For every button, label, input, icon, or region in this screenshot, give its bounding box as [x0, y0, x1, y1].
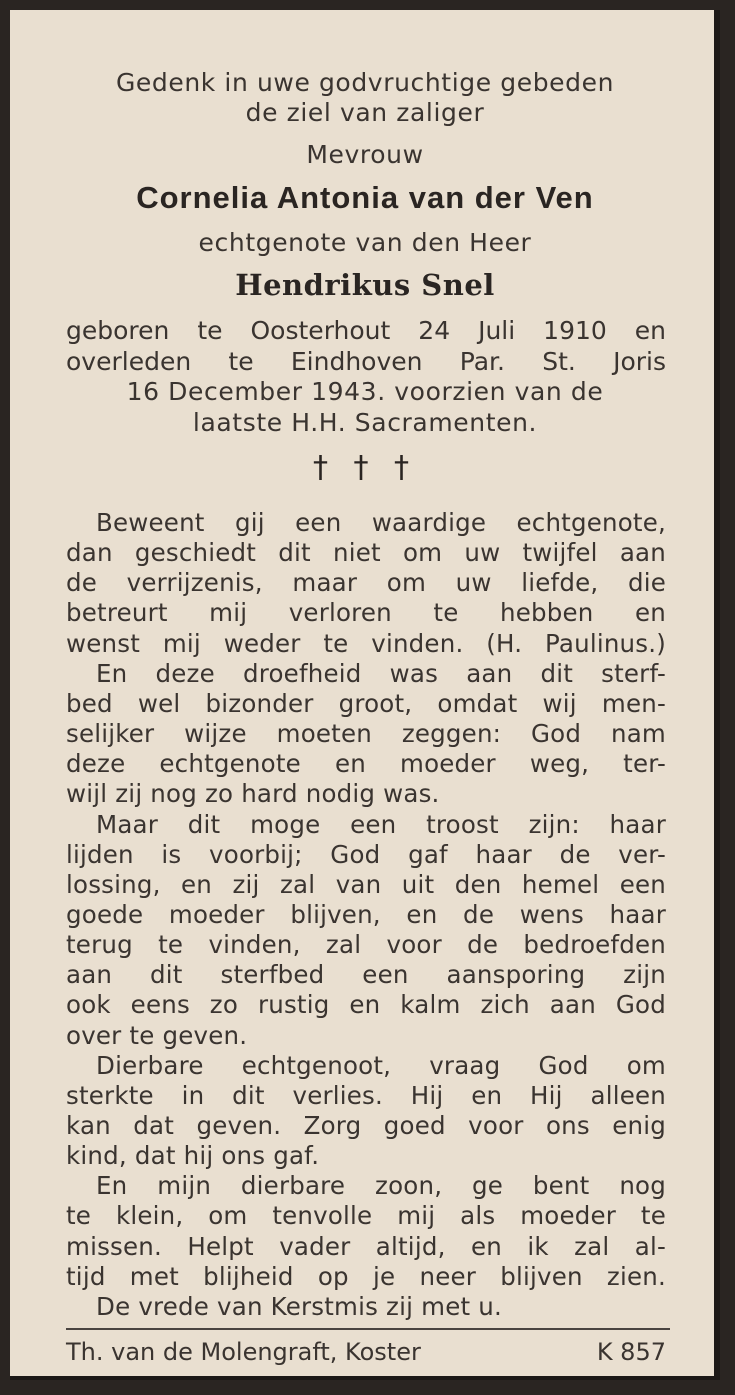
memorial-text-line: Maar dit moge een troost zijn: haar: [96, 809, 666, 839]
memorial-text-line: betreurt mij verloren te hebben en: [66, 598, 666, 628]
memorial-text-line: De vrede van Kerstmis zij met u.: [96, 1291, 502, 1321]
memorial-text-line: missen. Helpt vader altijd, en ik zal al-: [66, 1231, 666, 1261]
memorial-text-line: kind, dat hij ons gaf.: [66, 1141, 320, 1171]
memorial-text-line: aan dit sterfbed een aansporing zijn: [66, 960, 666, 990]
card-code: K 857: [596, 1338, 666, 1366]
spouse-relation: echtgenote van den Heer: [198, 228, 532, 257]
memorial-text-line: ook eens zo rustig en kalm zich aan God: [66, 990, 666, 1020]
prayer-request-line: Gedenk in uwe godvruchtige gebeden: [115, 68, 615, 97]
memorial-text-line: selijker wijze moeten zeggen: God nam: [66, 719, 666, 749]
deceased-name: Cornelia Antonia van der Ven: [136, 180, 594, 215]
memorial-text-line: wijl zij nog zo hard nodig was.: [66, 779, 440, 809]
memorial-text-line: wenst mij weder te vinden. (H. Paulinus.): [66, 628, 666, 658]
biography-line: laatste H.H. Sacramenten.: [192, 408, 538, 437]
memorial-text-line: over te geven.: [66, 1020, 248, 1050]
memorial-text-line: Dierbare echtgenoot, vraag God om: [96, 1050, 666, 1080]
biography-line: overleden te Eindhoven Par. St. Joris: [66, 347, 666, 376]
honorific: Mevrouw: [306, 140, 424, 169]
memorial-text-line: lossing, en zij zal van uit den hemel een: [66, 869, 666, 899]
memorial-text-line: bed wel bizonder groot, omdat wij men-: [66, 688, 666, 718]
memorial-text-line: lijden is voorbij; God gaf haar de ver-: [66, 839, 666, 869]
printer-name: Th. van de Molengraft, Koster: [66, 1338, 421, 1366]
biography-line: geboren te Oosterhout 24 Juli 1910 en: [66, 316, 666, 345]
memorial-text-line: deze echtgenote en moeder weg, ter-: [66, 749, 666, 779]
crosses-ornament: † † †: [312, 450, 418, 485]
memorial-text-line: kan dat geven. Zorg goed voor ons enig: [66, 1111, 666, 1140]
memorial-text-line: terug te vinden, zal voor de bedroefden: [66, 930, 666, 960]
memorial-text-line: En mijn dierbare zoon, ge bent nog: [96, 1171, 666, 1201]
memorial-text-line: En deze droefheid was aan dit sterf-: [96, 658, 666, 688]
memorial-text-line: dan geschiedt dit niet om uw twijfel aan: [66, 538, 666, 568]
memorial-text-line: Beweent gij een waardige echtgenote,: [96, 508, 666, 537]
memorial-text-line: te klein, om tenvolle mij als moeder te: [66, 1201, 666, 1231]
memorial-card: [10, 10, 720, 1380]
footer-divider: [66, 1328, 670, 1330]
biography-line: 16 December 1943. voorzien van de: [126, 377, 604, 406]
memorial-text-line: tijd met blijheid op je neer blijven zien.: [66, 1261, 666, 1291]
memorial-text-line: sterkte in dit verlies. Hij en Hij alleen: [66, 1080, 666, 1110]
soul-of-deceased-line: de ziel van zaliger: [245, 98, 485, 127]
husband-name: Hendrikus Snel: [235, 268, 495, 302]
memorial-text-line: goede moeder blijven, en de wens haar: [66, 899, 666, 929]
memorial-text-line: de verrijzenis, maar om uw liefde, die: [66, 568, 666, 598]
